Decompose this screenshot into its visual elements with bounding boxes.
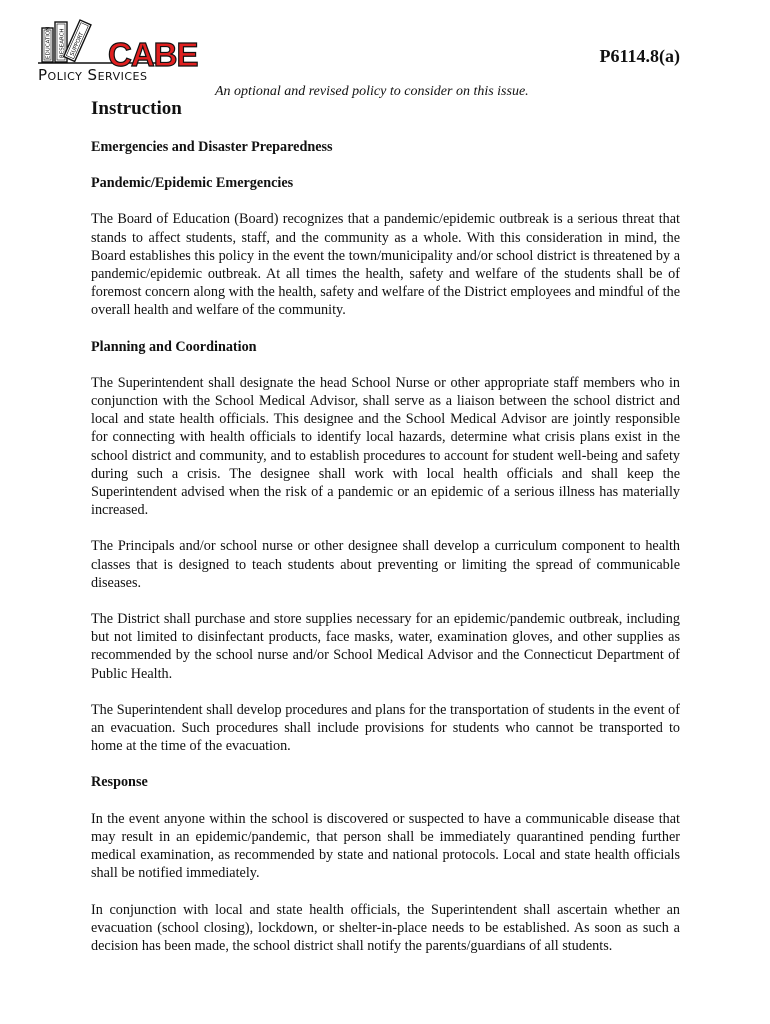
- heading-main: Emergencies and Disaster Preparedness: [91, 139, 333, 155]
- paragraph-planning-1: The Superintendent shall designate the head School Nurse or other appropriate staff members who in conjunction with the School Medical Advisor, shall serve as a liaison between the school district and local and state health officials. This designee and the School Medical Advisor are jointly responsible for connecting with health officials to identify local hazards, determine what crisis plans exist in the school district and community, and to establish procedures to account for student well-being and safety during such a crisis. The designee shall work with local health officials and shall keep the Superintendent advised when the risk of a pandemic or an epidemic of a serious illness has materially increased.: [91, 374, 680, 519]
- heading-pandemic: Pandemic/Epidemic Emergencies: [91, 175, 294, 192]
- paragraph-planning-3: The District shall purchase and store supplies necessary for an epidemic/pandemic outbreak, including but not limited to disinfectant products, face masks, water, examination gloves, and other supplies as recommended by the school nurse and/or School Medical Advisor and the Connecticut Department of Public Health.: [91, 611, 680, 682]
- paragraph-planning-4: The Superintendent shall develop procedures and plans for the transportation of students in the event of an evacuation. Such procedures shall include provisions for students who cannot be transported to home at the time of the evacuation.: [91, 701, 680, 755]
- logo-wordmark: CABE: [108, 36, 198, 73]
- paragraph-response-2: In conjunction with local and state health officials, the Superintendent shall ascertain whether an evacuation (school closing), lockdown, or shelter-in-place needs to be established. As soon as such a decision has been made, the school district shall notify the parents/guardians of all students.: [91, 901, 680, 954]
- document-body: [91, 138, 680, 973]
- book-label-support: SUPPORT: [69, 31, 86, 58]
- paragraph-intro: The Board of Education (Board) recognizes that a pandemic/epidemic outbreak is a serious threat that stands to affect students, staff, and the community as a whole. With this consideration in mind, the Board establishes this policy in the event the town/municipality and/or school district is threatened by a pandemic/epidemic outbreak. At all times the health, safety and welfare of the students shall be of foremost concern along with the health, safety and welfare of the District employees and mindful of the overall health and welfare of the community.: [91, 211, 680, 319]
- book-label-research: RESEARCH: [59, 28, 66, 58]
- document-title: Instruction: [91, 98, 182, 119]
- paragraph-response-1: In the event anyone within the school is discovered or suspected to have a communicable disease that may result in an epidemic/pandemic, that person shall be immediately quarantined pending further medical examination, as recommended by state and national protocols. Local and state health officials shall be notified immediately.: [91, 810, 680, 882]
- book-label-education: EDUCATION: [45, 26, 52, 59]
- heading-response: Response: [91, 774, 148, 791]
- cabe-logo: [36, 18, 198, 84]
- policy-note: An optional and revised policy to consider on this issue.: [215, 84, 529, 99]
- paragraph-planning-2: The Principals and/or school nurse or other designee shall develop a curriculum component to health classes that is designed to teach students about preventing or limiting the spread of communicable diseases.: [91, 538, 680, 591]
- heading-planning: Planning and Coordination: [91, 338, 257, 355]
- policy-code: P6114.8(a): [599, 46, 680, 66]
- logo-subtitle: Policy Services: [38, 66, 148, 84]
